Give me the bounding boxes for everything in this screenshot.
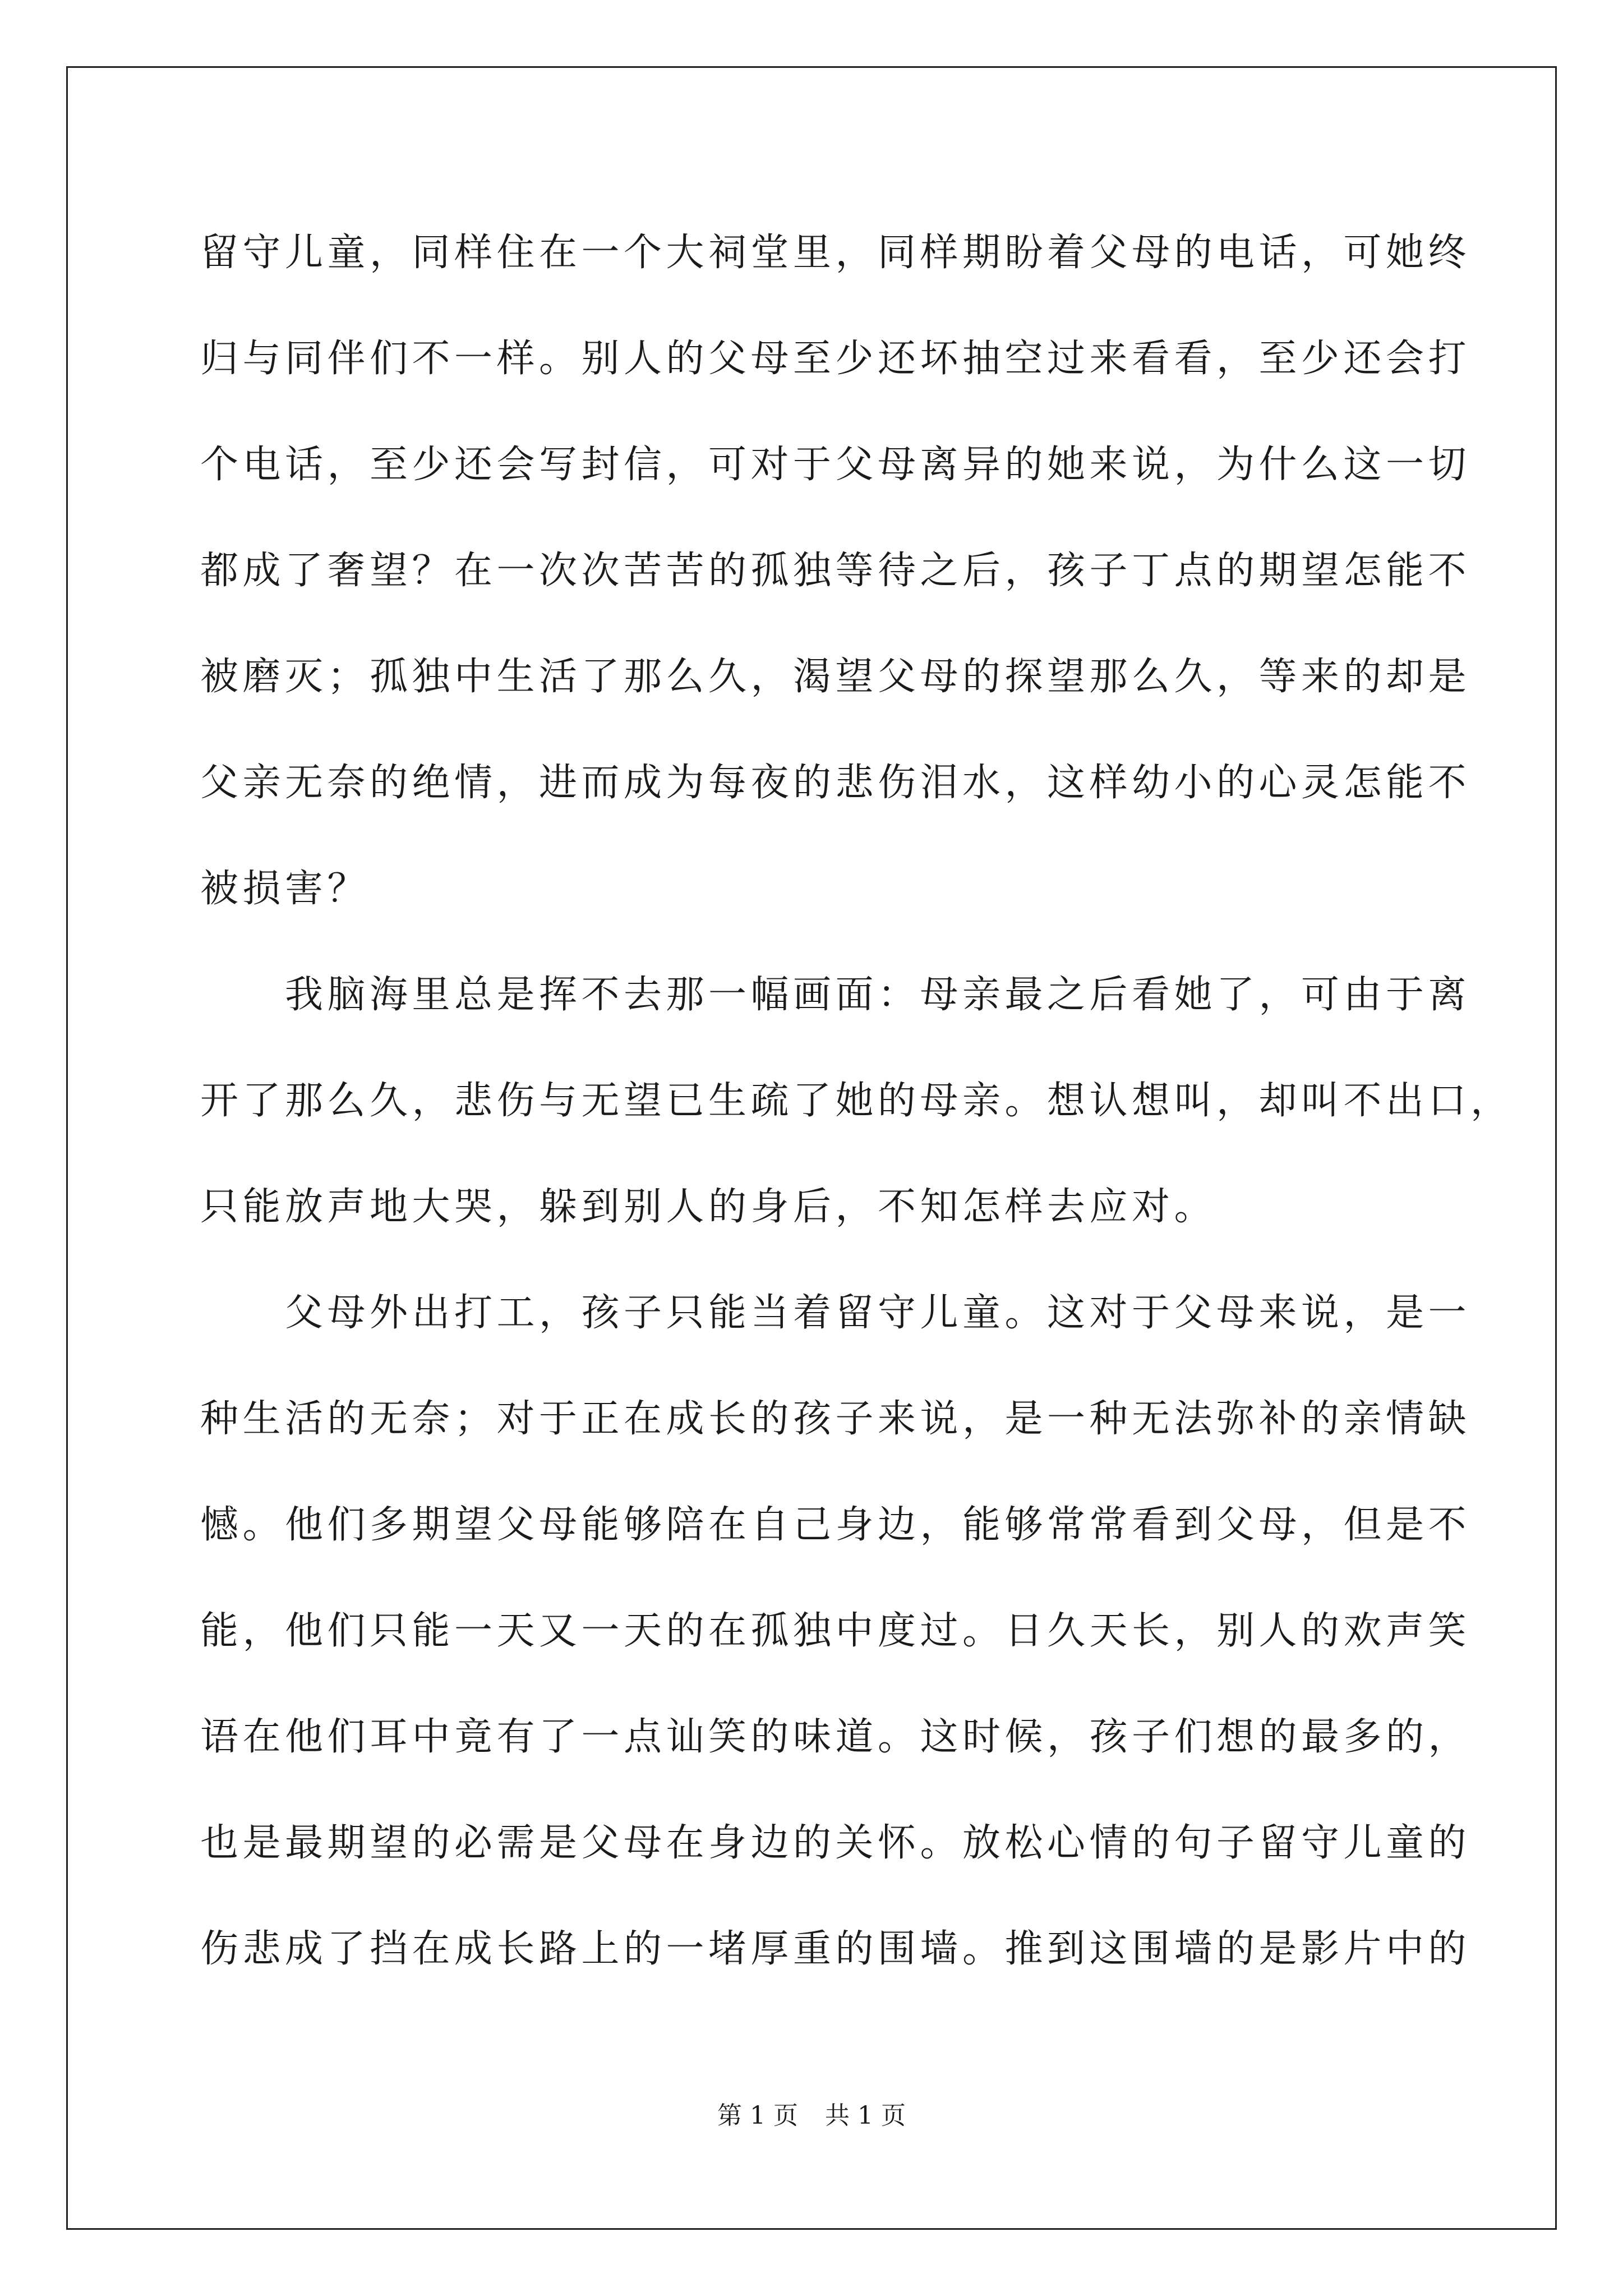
text-line: 只能放声地大哭，躲到别人的身后，不知怎样去应对。 <box>200 1185 1217 1229</box>
page-footer <box>0 2099 1623 2133</box>
text-line: 归与同伴们不一样。别人的父母至少还坏抽空过来看看，至少还会打 <box>200 337 1471 381</box>
text-line: 都成了奢望？在一次次苦苦的孤独等待之后，孩子丁点的期望怎能不 <box>200 549 1471 593</box>
page-total: 共 1 页 <box>825 2101 906 2130</box>
text-line: 我脑海里总是挥不去那一幅画面：母亲最之后看她了，可由于离 <box>200 973 1471 1017</box>
text-line: 也是最期望的必需是父母在身边的关怀。放松心情的句子留守儿童的 <box>200 1821 1471 1865</box>
text-line: 被磨灭；孤独中生活了那么久，渴望父母的探望那么久，等来的却是 <box>200 655 1471 699</box>
text-line: 被损害？ <box>200 867 370 911</box>
text-line: 伤悲成了挡在成长路上的一堵厚重的围墙。推到这围墙的是影片中的 <box>200 1927 1471 1971</box>
text-line: 语在他们耳中竟有了一点讪笑的味道。这时候，孩子们想的最多的， <box>200 1715 1471 1759</box>
text-line: 能，他们只能一天又一天的在孤独中度过。日久天长，别人的欢声笑 <box>200 1609 1471 1653</box>
text-line: 父亲无奈的绝情，进而成为每夜的悲伤泪水，这样幼小的心灵怎能不 <box>200 761 1471 805</box>
text-line: 开了那么久，悲伤与无望已生疏了她的母亲。想认想叫，却叫不出口， <box>200 1079 1513 1123</box>
text-line: 父母外出打工，孩子只能当着留守儿童。这对于父母来说，是一 <box>200 1291 1471 1335</box>
page-border <box>66 66 1557 2230</box>
text-line: 个电话，至少还会写封信，可对于父母离异的她来说，为什么这一切 <box>200 443 1471 487</box>
text-line: 留守儿童，同样住在一个大祠堂里，同样期盼着父母的电话，可她终 <box>200 231 1471 275</box>
page-number: 第 1 页 <box>717 2101 798 2130</box>
text-line: 憾。他们多期望父母能够陪在自己身边，能够常常看到父母，但是不 <box>200 1503 1471 1547</box>
text-line: 种生活的无奈；对于正在成长的孩子来说，是一种无法弥补的亲情缺 <box>200 1397 1471 1441</box>
